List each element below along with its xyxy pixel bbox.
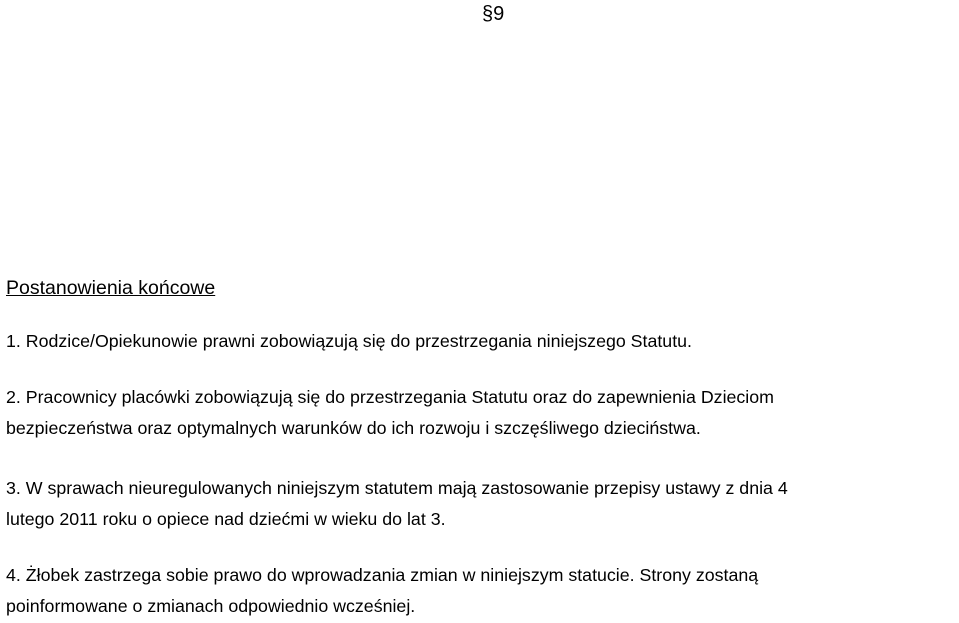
section-number: §9 [482, 3, 505, 25]
paragraph-line: bezpieczeństwa oraz optymalnych warunków do ich rozwoju i szczęśliwego dzieciństwa. [6, 418, 701, 438]
paragraph-2 [6, 382, 956, 444]
paragraph-line: 3. W sprawach nieuregulowanych niniejszym statutem mają zastosowanie przepisy ustawy z dnia 4 [6, 478, 788, 498]
paragraph-line: poinformowane o zmianach odpowiednio wcześniej. [6, 596, 416, 616]
paragraph-line: 1. Rodzice/Opiekunowie prawni zobowiązują się do przestrzegania niniejszego Statutu. [6, 331, 692, 351]
section-heading: Postanowienia końcowe [6, 277, 216, 299]
paragraph-3 [6, 473, 956, 535]
paragraph-line: 2. Pracownicy placówki zobowiązują się do przestrzegania Statutu oraz do zapewnienia Dzieciom [6, 387, 774, 407]
paragraph-1 [6, 326, 956, 357]
paragraph-line: 4. Żłobek zastrzega sobie prawo do wprowadzania zmian w niniejszym statucie. Strony zostaną [6, 565, 759, 585]
paragraph-4 [6, 560, 956, 622]
paragraph-line: lutego 2011 roku o opiece nad dziećmi w wieku do lat 3. [6, 509, 446, 529]
